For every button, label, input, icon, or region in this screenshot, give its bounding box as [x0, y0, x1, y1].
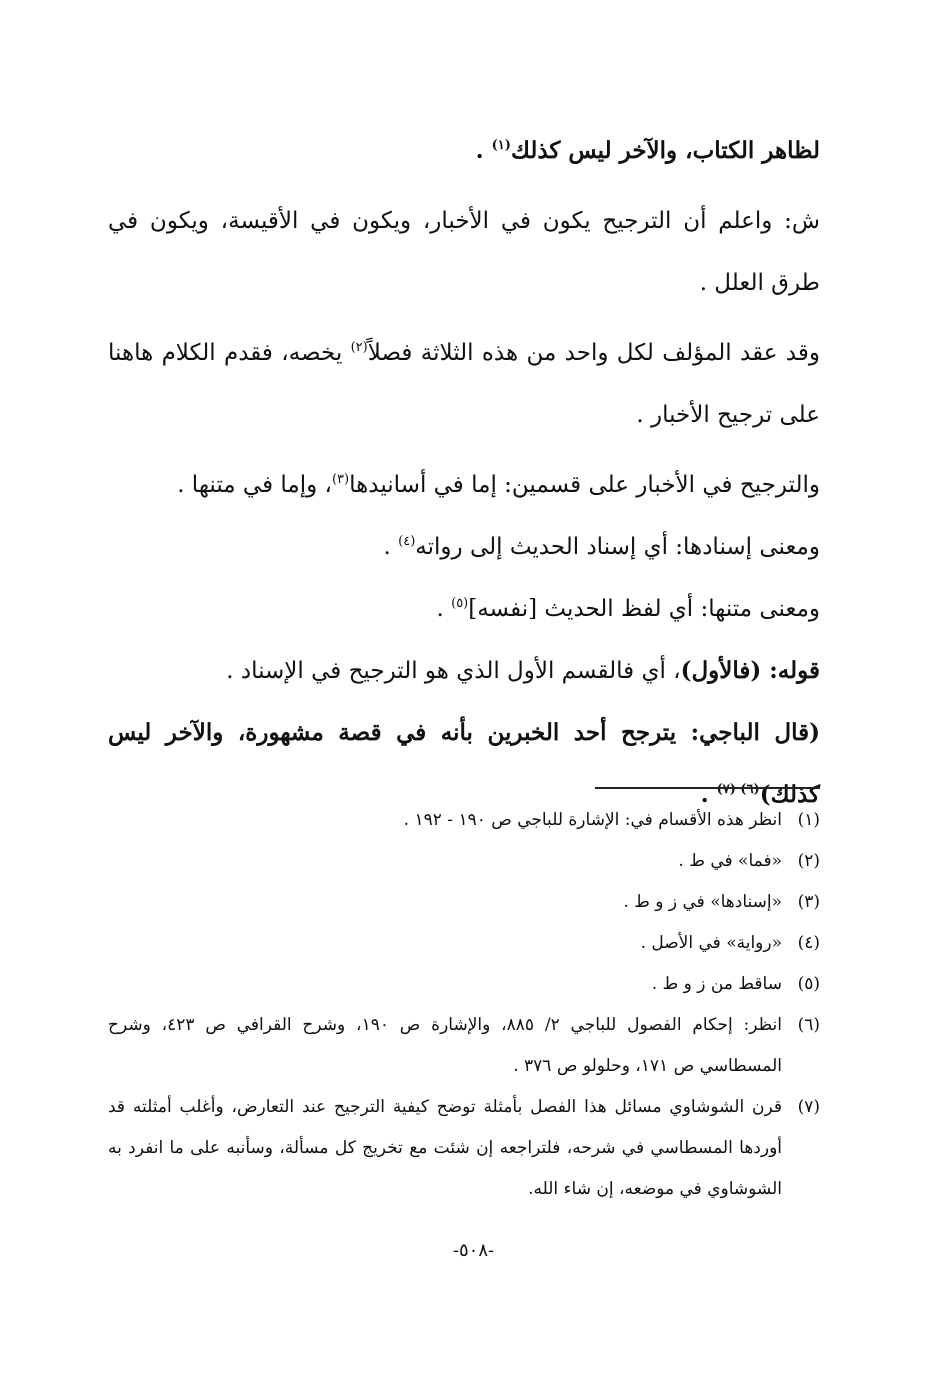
footnote-text: انظر هذه الأقسام في: الإشارة للباجي ص ١٩٠ - ١٩٢ . — [403, 810, 782, 830]
footnote-item — [108, 1087, 820, 1210]
paragraph-3: وقد عقد المؤلف لكل واحد من هذه الثلاثة فصلاً$^{(٢)}$ يخصه، فقدم الكلام هاهنا على ترجيح الأخبار . — [108, 340, 820, 428]
footnote-number: (٤) — [797, 933, 820, 953]
footnote-ref-6-7: (٦) (٧) — [716, 782, 760, 797]
footnote-number: (٣) — [797, 892, 820, 912]
footnote-number: (٧) — [797, 1097, 820, 1117]
paragraph-8: (قال الباجي: يترجح أحد الخبرين بأنه في قصة مشهورة، والآخر ليس كذلك)$^{(٦) (٧)}$ . — [108, 719, 820, 808]
footnote-item — [108, 923, 820, 964]
footnote-ref-1: (١) — [491, 138, 511, 153]
paragraph-5: ومعنى إسنادها: أي إسناد الحديث إلى رواته$^{(٤)}$ . — [383, 534, 820, 560]
page-number: -٥٠٨- — [452, 1240, 495, 1261]
footnote-number: (٥) — [797, 974, 820, 994]
footnote-ref-3: (٣) — [331, 472, 350, 487]
footnote-ref-4: (٤) — [398, 534, 416, 549]
footnote-number: (٦) — [797, 1015, 820, 1035]
footnote-item — [108, 882, 820, 923]
paragraph-1: لظاهر الكتاب، والآخر ليس كذلك$^{(١)}$ . — [475, 137, 820, 164]
paragraph-2: ش: واعلم أن الترجيح يكون في الأخبار، ويكون في الأقيسة، ويكون في طرق العلل . — [108, 208, 820, 296]
footnote-ref-2: (٢) — [350, 340, 368, 355]
footnote-text: «إسنادها» في ز و ط . — [623, 892, 782, 912]
footnote-text: ساقط من ز و ط . — [651, 974, 782, 994]
footnote-text: قرن الشوشاوي مسائل هذا الفصل بأمثلة توضح كيفية الترجيح عند التعارض، وأغلب أمثلته قد أوردها المسطاسي في شرحه، فلتراجعه إن شئت مع تخريج كل مسألة، وسأنبه على ما انفرد به الشوشاوي في موضعه، إن شاء الله. — [108, 1097, 782, 1199]
footnote-item — [108, 841, 820, 882]
paragraph-7: قوله: (فالأول)، أي فالقسم الأول الذي هو الترجيح في الإسناد . — [226, 657, 820, 684]
paragraph-4: والترجيح في الأخبار على قسمين: إما في أسانيدها$^{(٣)}$، وإما في متنها . — [177, 472, 820, 498]
footnote-number: (٢) — [797, 851, 820, 871]
footnote-separator — [595, 787, 820, 789]
footnotes — [108, 800, 820, 1210]
footnote-item — [108, 800, 820, 841]
footnote-ref-5: (٥) — [451, 596, 469, 611]
main-text — [108, 120, 820, 826]
footnote-number: (١) — [797, 810, 820, 830]
footnote-text: «فما» في ط . — [678, 851, 782, 871]
paragraph-6: ومعنى متنها: أي لفظ الحديث [نفسه]$^{(٥)}$ . — [436, 596, 820, 622]
footnote-item — [108, 1005, 820, 1087]
quoted-heading: قوله: (فالأول) — [680, 657, 820, 684]
footnote-text: انظر: إحكام الفصول للباجي ٢/ ٨٨٥، والإشارة ص ١٩٠، وشرح القرافي ص ٤٢٣، وشرح المسطاسي ص ١٧١، وحلولو ص ٣٧٦ . — [108, 1015, 783, 1076]
footnote-text: «رواية» في الأصل . — [640, 933, 782, 953]
footnote-item — [108, 964, 820, 1005]
